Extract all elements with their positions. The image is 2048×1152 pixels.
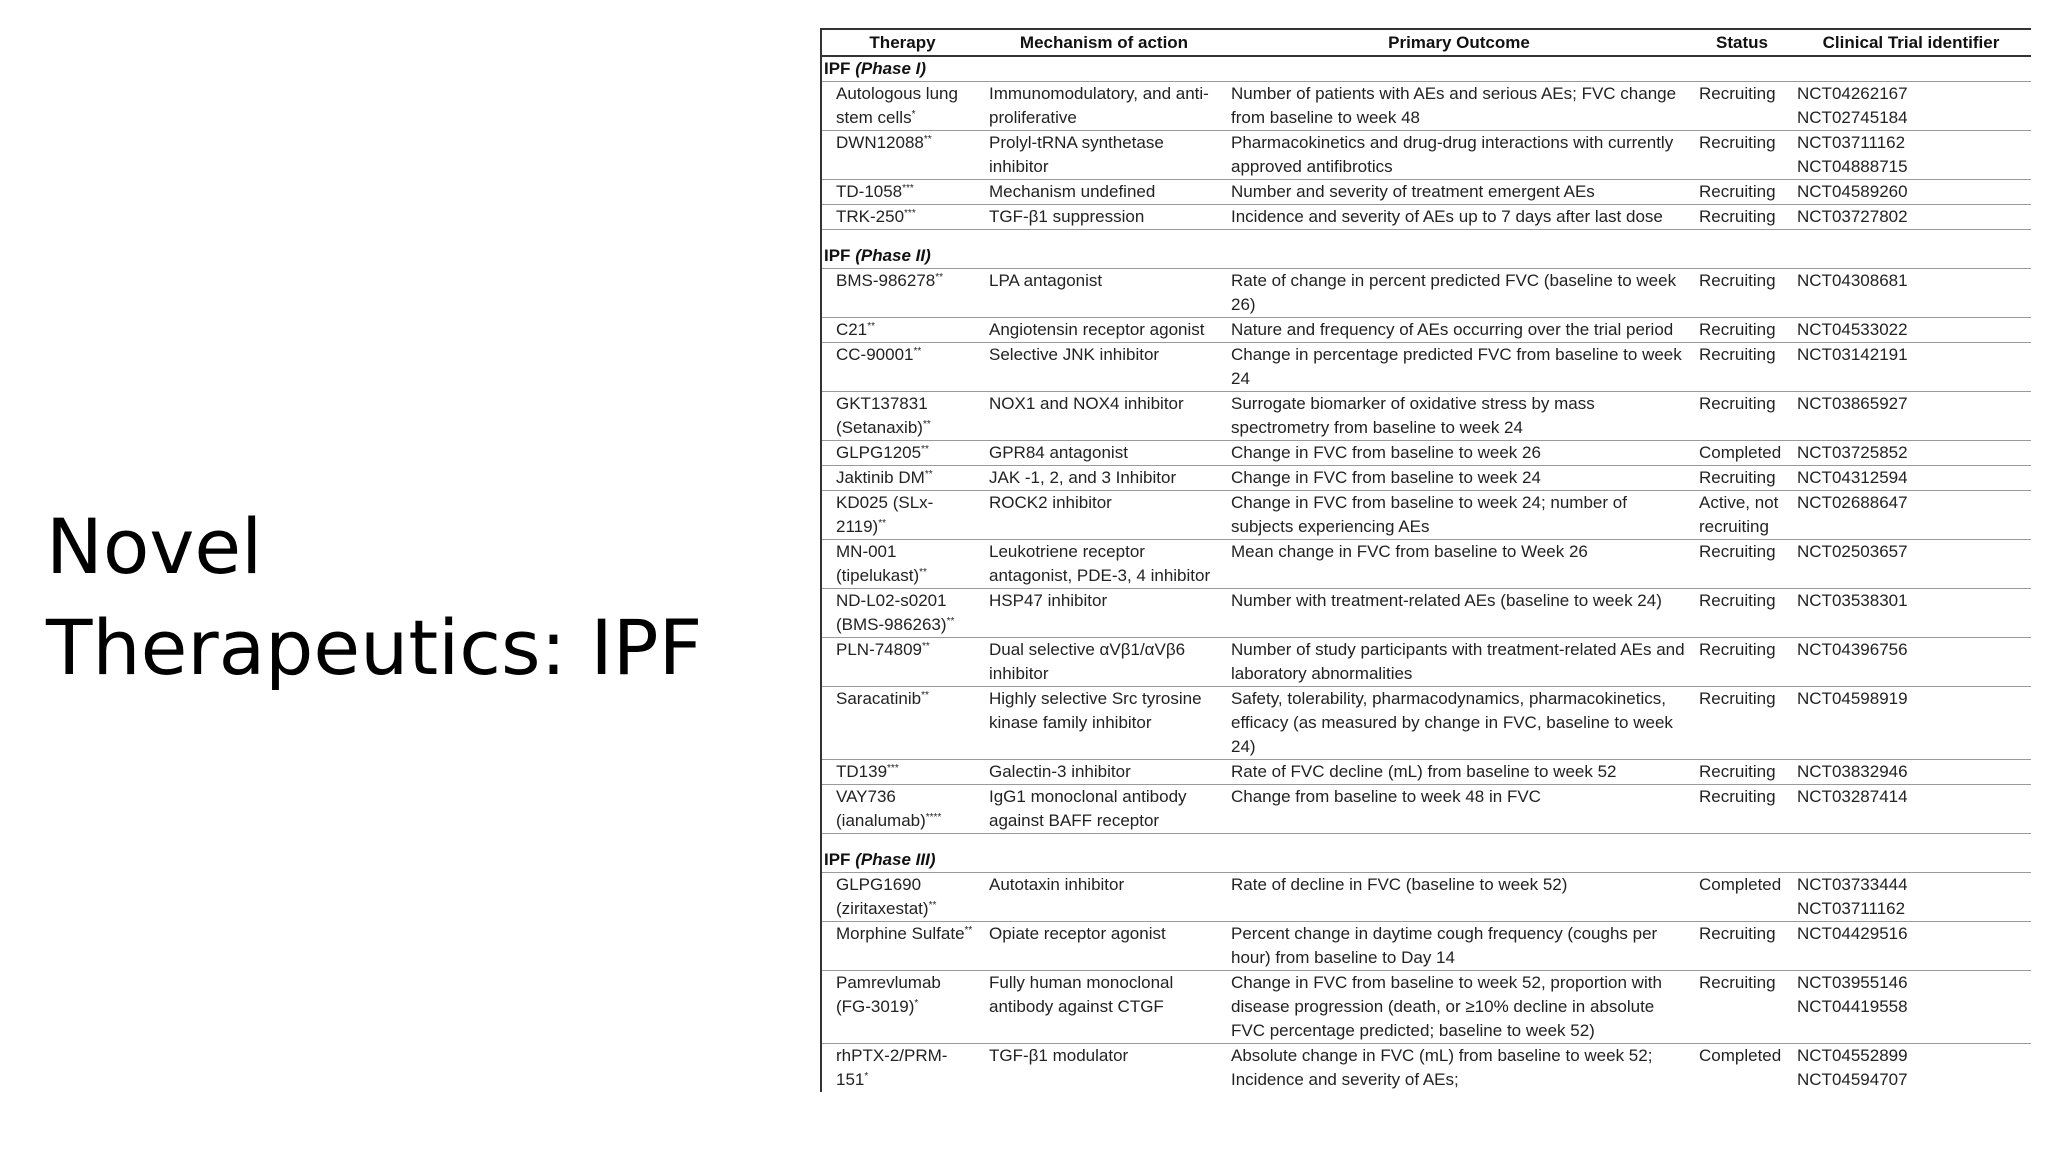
- trial-id: NCT04262167: [1797, 84, 1908, 103]
- therapy-cell: [821, 687, 983, 760]
- section-label-text: IPF: [824, 246, 851, 265]
- trial-id-cell: [1791, 1044, 2031, 1093]
- therapy-footnote-marker: *: [864, 1071, 869, 1082]
- therapy-name: KD025 (SLx-2119): [836, 493, 934, 536]
- status-cell: Recruiting: [1693, 638, 1791, 687]
- outcome-cell: Incidence and severity of AEs up to 7 days after last dose: [1225, 205, 1693, 230]
- mechanism-cell: Fully human monoclonal antibody against CTGF: [983, 971, 1225, 1044]
- therapy-cell: [821, 971, 983, 1044]
- section-phase: (Phase III): [855, 850, 936, 869]
- status-cell: Active, not recruiting: [1693, 491, 1791, 540]
- therapy-name: CC-90001: [836, 345, 914, 364]
- therapy-name: ND-L02-s0201 (BMS-986263): [836, 591, 947, 634]
- status-cell: Recruiting: [1693, 205, 1791, 230]
- trial-id: NCT03727802: [1797, 207, 1908, 226]
- section-label: [821, 230, 2031, 269]
- therapy-footnote-marker: **: [928, 900, 937, 911]
- therapy-footnote-marker: **: [935, 272, 944, 283]
- outcome-cell: Mean change in FVC from baseline to Week 26: [1225, 540, 1693, 589]
- outcome-cell: Rate of change in percent predicted FVC (baseline to week 26): [1225, 269, 1693, 318]
- therapy-cell: [821, 491, 983, 540]
- mechanism-cell: LPA antagonist: [983, 269, 1225, 318]
- therapy-name: rhPTX-2/PRM-151: [836, 1046, 948, 1089]
- therapy-footnote-marker: **: [919, 567, 927, 578]
- mechanism-cell: HSP47 inhibitor: [983, 589, 1225, 638]
- outcome-cell: Safety, tolerability, pharmacodynamics, pharmacokinetics, efficacy (as measured by change in FVC, baseline to week 24): [1225, 687, 1693, 760]
- therapy-footnote-marker: **: [946, 616, 955, 627]
- status-cell: Recruiting: [1693, 589, 1791, 638]
- mechanism-cell: Opiate receptor agonist: [983, 922, 1225, 971]
- outcome-cell: Change in FVC from baseline to week 24: [1225, 466, 1693, 491]
- table-row: [821, 589, 2031, 638]
- trial-id: NCT03865927: [1797, 394, 1908, 413]
- therapy-cell: [821, 466, 983, 491]
- therapy-footnote-marker: **: [964, 925, 973, 936]
- table-header-row: [821, 29, 2031, 56]
- status-cell: Recruiting: [1693, 540, 1791, 589]
- trial-id: NCT02688647: [1797, 493, 1908, 512]
- slide-title: Novel Therapeutics: IPF: [46, 502, 703, 692]
- trial-id: NCT04533022: [1797, 320, 1908, 339]
- mechanism-cell: NOX1 and NOX4 inhibitor: [983, 392, 1225, 441]
- therapy-footnote-marker: *: [914, 998, 919, 1009]
- mechanism-cell: GPR84 antagonist: [983, 441, 1225, 466]
- table-row: [821, 760, 2031, 785]
- table-row: [821, 540, 2031, 589]
- table-row: [821, 180, 2031, 205]
- therapy-name: TRK-250: [836, 207, 905, 226]
- table-row: [821, 131, 2031, 180]
- mechanism-cell: Highly selective Src tyrosine kinase family inhibitor: [983, 687, 1225, 760]
- table-row: [821, 466, 2031, 491]
- header-status: Status: [1693, 29, 1791, 56]
- header-mechanism: Mechanism of action: [983, 29, 1225, 56]
- trial-id: NCT02745184: [1797, 108, 1908, 127]
- outcome-cell: Change in FVC from baseline to week 52, proportion with disease progression (death, or ≥10% decline in absolute FVC percentage predicted; baseline to week 52): [1225, 971, 1693, 1044]
- trial-id: NCT03711162: [1797, 133, 1906, 152]
- trial-id: NCT04396756: [1797, 640, 1908, 659]
- outcome-cell: Number with treatment-related AEs (baseline to week 24): [1225, 589, 1693, 638]
- trial-id: NCT04429516: [1797, 924, 1908, 943]
- outcome-cell: Nature and frequency of AEs occurring over the trial period: [1225, 318, 1693, 343]
- trial-id-cell: [1791, 180, 2031, 205]
- mechanism-cell: ROCK2 inhibitor: [983, 491, 1225, 540]
- status-cell: Recruiting: [1693, 466, 1791, 491]
- therapy-footnote-marker: **: [924, 469, 933, 480]
- trial-id-cell: [1791, 687, 2031, 760]
- trial-id: NCT03733444: [1797, 875, 1908, 894]
- section-phase: (Phase I): [855, 59, 927, 78]
- mechanism-cell: IgG1 monoclonal antibody against BAFF receptor: [983, 785, 1225, 834]
- therapy-footnote-marker: **: [878, 518, 887, 529]
- mechanism-cell: JAK -1, 2, and 3 Inhibitor: [983, 466, 1225, 491]
- therapy-footnote-marker: **: [921, 444, 929, 455]
- therapy-footnote-marker: **: [921, 690, 929, 701]
- status-cell: Recruiting: [1693, 922, 1791, 971]
- section-header-row: [821, 230, 2031, 269]
- mechanism-cell: Prolyl-tRNA synthetase inhibitor: [983, 131, 1225, 180]
- status-cell: Recruiting: [1693, 269, 1791, 318]
- trial-id: NCT04589260: [1797, 182, 1908, 201]
- trial-id: NCT04598919: [1797, 689, 1908, 708]
- therapy-cell: [821, 131, 983, 180]
- header-trial-identifier: Clinical Trial identifier: [1791, 29, 2031, 56]
- trial-id-cell: [1791, 540, 2031, 589]
- mechanism-cell: Immunomodulatory, and anti-proliferative: [983, 82, 1225, 131]
- trial-id: NCT04308681: [1797, 271, 1908, 290]
- therapy-cell: [821, 180, 983, 205]
- therapy-name: Jaktinib DM: [836, 468, 925, 487]
- table-row: [821, 491, 2031, 540]
- trial-id-cell: [1791, 269, 2031, 318]
- mechanism-cell: Leukotriene receptor antagonist, PDE-3, 4 inhibitor: [983, 540, 1225, 589]
- therapy-cell: [821, 318, 983, 343]
- trial-id-cell: [1791, 82, 2031, 131]
- outcome-cell: Pharmacokinetics and drug-drug interactions with currently approved antifibrotics: [1225, 131, 1693, 180]
- therapy-name: VAY736 (ianalumab): [836, 787, 926, 830]
- section-label: [821, 56, 2031, 82]
- table-row: [821, 873, 2031, 922]
- outcome-cell: Rate of FVC decline (mL) from baseline to week 52: [1225, 760, 1693, 785]
- header-therapy: Therapy: [821, 29, 983, 56]
- therapy-name: GLPG1690 (ziritaxestat): [836, 875, 929, 918]
- trial-id-cell: [1791, 441, 2031, 466]
- therapy-cell: [821, 343, 983, 392]
- outcome-cell: Absolute change in FVC (mL) from baseline to week 52; Incidence and severity of AEs;: [1225, 1044, 1693, 1093]
- status-cell: Recruiting: [1693, 971, 1791, 1044]
- header-primary-outcome: Primary Outcome: [1225, 29, 1693, 56]
- trial-id: NCT04594707: [1797, 1070, 1908, 1089]
- mechanism-cell: TGF-β1 suppression: [983, 205, 1225, 230]
- table-row: [821, 392, 2031, 441]
- outcome-cell: Percent change in daytime cough frequency (coughs per hour) from baseline to Day 14: [1225, 922, 1693, 971]
- status-cell: Completed: [1693, 441, 1791, 466]
- trial-id: NCT04552899: [1797, 1046, 1908, 1065]
- therapy-name: Saracatinib: [836, 689, 922, 708]
- status-cell: Recruiting: [1693, 760, 1791, 785]
- section-phase: (Phase II): [855, 246, 931, 265]
- mechanism-cell: Angiotensin receptor agonist: [983, 318, 1225, 343]
- status-cell: Recruiting: [1693, 392, 1791, 441]
- mechanism-cell: Mechanism undefined: [983, 180, 1225, 205]
- trial-id-cell: [1791, 318, 2031, 343]
- therapy-name: TD139: [836, 762, 888, 781]
- table-row: [821, 269, 2031, 318]
- trial-id: NCT03832946: [1797, 762, 1908, 781]
- therapy-name: GKT137831 (Setanaxib): [836, 394, 928, 437]
- therapy-cell: [821, 873, 983, 922]
- section-label: [821, 834, 2031, 873]
- therapy-name: Pamrevlumab (FG-3019): [836, 973, 941, 1016]
- trial-id: NCT04312594: [1797, 468, 1908, 487]
- status-cell: Completed: [1693, 873, 1791, 922]
- trial-id-cell: [1791, 922, 2031, 971]
- therapy-cell: [821, 392, 983, 441]
- therapy-cell: [821, 922, 983, 971]
- therapy-name: MN-001 (tipelukast): [836, 542, 920, 585]
- trials-table-container: [820, 28, 2034, 1152]
- trial-id: NCT04888715: [1797, 157, 1908, 176]
- therapy-footnote-marker: **: [922, 641, 930, 652]
- therapy-footnote-marker: ***: [902, 183, 914, 194]
- trial-id: NCT03142191: [1797, 345, 1908, 364]
- trial-id: NCT03711162: [1797, 899, 1906, 918]
- therapy-name: BMS-986278: [836, 271, 936, 290]
- trial-id-cell: [1791, 343, 2031, 392]
- trial-id-cell: [1791, 638, 2031, 687]
- table-row: [821, 318, 2031, 343]
- table-row: [821, 441, 2031, 466]
- therapy-footnote-marker: ****: [925, 812, 942, 823]
- therapy-cell: [821, 589, 983, 638]
- trial-id-cell: [1791, 205, 2031, 230]
- status-cell: Recruiting: [1693, 687, 1791, 760]
- status-cell: Recruiting: [1693, 318, 1791, 343]
- trial-id: NCT04419558: [1797, 997, 1908, 1016]
- trial-id-cell: [1791, 466, 2031, 491]
- table-row: [821, 922, 2031, 971]
- table-row: [821, 785, 2031, 834]
- trial-id: NCT03955146: [1797, 973, 1908, 992]
- therapy-footnote-marker: **: [923, 134, 932, 145]
- trial-id: NCT03725852: [1797, 443, 1908, 462]
- outcome-cell: Change from baseline to week 48 in FVC: [1225, 785, 1693, 834]
- therapy-name: Morphine Sulfate: [836, 924, 965, 943]
- therapy-name: GLPG1205: [836, 443, 922, 462]
- outcome-cell: Rate of decline in FVC (baseline to week 52): [1225, 873, 1693, 922]
- trial-id: NCT03287414: [1797, 787, 1908, 806]
- mechanism-cell: Selective JNK inhibitor: [983, 343, 1225, 392]
- therapy-cell: [821, 638, 983, 687]
- therapy-footnote-marker: *: [911, 109, 916, 120]
- table-row: [821, 1044, 2031, 1093]
- trial-id-cell: [1791, 785, 2031, 834]
- trial-id-cell: [1791, 589, 2031, 638]
- status-cell: Recruiting: [1693, 343, 1791, 392]
- table-row: [821, 638, 2031, 687]
- status-cell: Recruiting: [1693, 785, 1791, 834]
- outcome-cell: Change in FVC from baseline to week 24; number of subjects experiencing AEs: [1225, 491, 1693, 540]
- status-cell: Recruiting: [1693, 180, 1791, 205]
- therapy-name: C21: [836, 320, 868, 339]
- therapy-cell: [821, 82, 983, 131]
- outcome-cell: Number of patients with AEs and serious AEs; FVC change from baseline to week 48: [1225, 82, 1693, 131]
- trials-table: [820, 28, 2031, 1092]
- trial-id: NCT02503657: [1797, 542, 1908, 561]
- table-row: [821, 205, 2031, 230]
- status-cell: Completed: [1693, 1044, 1791, 1093]
- therapy-name: PLN-74809: [836, 640, 923, 659]
- trial-id: NCT03538301: [1797, 591, 1908, 610]
- mechanism-cell: TGF-β1 modulator: [983, 1044, 1225, 1093]
- therapy-cell: [821, 441, 983, 466]
- outcome-cell: Change in FVC from baseline to week 26: [1225, 441, 1693, 466]
- therapy-cell: [821, 1044, 983, 1093]
- section-label-text: IPF: [824, 850, 851, 869]
- therapy-name: TD-1058: [836, 182, 903, 201]
- status-cell: Recruiting: [1693, 82, 1791, 131]
- section-header-row: [821, 56, 2031, 82]
- section-label-text: IPF: [824, 59, 851, 78]
- therapy-cell: [821, 540, 983, 589]
- therapy-cell: [821, 785, 983, 834]
- therapy-footnote-marker: **: [867, 321, 875, 332]
- mechanism-cell: Galectin-3 inhibitor: [983, 760, 1225, 785]
- trial-id-cell: [1791, 491, 2031, 540]
- section-header-row: [821, 834, 2031, 873]
- therapy-cell: [821, 205, 983, 230]
- therapy-name: DWN12088: [836, 133, 924, 152]
- therapy-footnote-marker: ***: [887, 763, 899, 774]
- trial-id-cell: [1791, 392, 2031, 441]
- therapy-footnote-marker: **: [922, 419, 931, 430]
- therapy-footnote-marker: ***: [904, 208, 916, 219]
- trial-id-cell: [1791, 760, 2031, 785]
- trial-id-cell: [1791, 971, 2031, 1044]
- outcome-cell: Number and severity of treatment emergent AEs: [1225, 180, 1693, 205]
- mechanism-cell: Autotaxin inhibitor: [983, 873, 1225, 922]
- therapy-footnote-marker: **: [913, 346, 922, 357]
- therapy-name: Autologous lung stem cells: [836, 84, 958, 127]
- outcome-cell: Number of study participants with treatment-related AEs and laboratory abnormalities: [1225, 638, 1693, 687]
- trial-id-cell: [1791, 131, 2031, 180]
- mechanism-cell: Dual selective αVβ1/αVβ6 inhibitor: [983, 638, 1225, 687]
- outcome-cell: Change in percentage predicted FVC from baseline to week 24: [1225, 343, 1693, 392]
- therapy-cell: [821, 269, 983, 318]
- table-row: [821, 82, 2031, 131]
- trial-id-cell: [1791, 873, 2031, 922]
- table-row: [821, 971, 2031, 1044]
- table-row: [821, 687, 2031, 760]
- therapy-cell: [821, 760, 983, 785]
- table-row: [821, 343, 2031, 392]
- status-cell: Recruiting: [1693, 131, 1791, 180]
- outcome-cell: Surrogate biomarker of oxidative stress by mass spectrometry from baseline to week 24: [1225, 392, 1693, 441]
